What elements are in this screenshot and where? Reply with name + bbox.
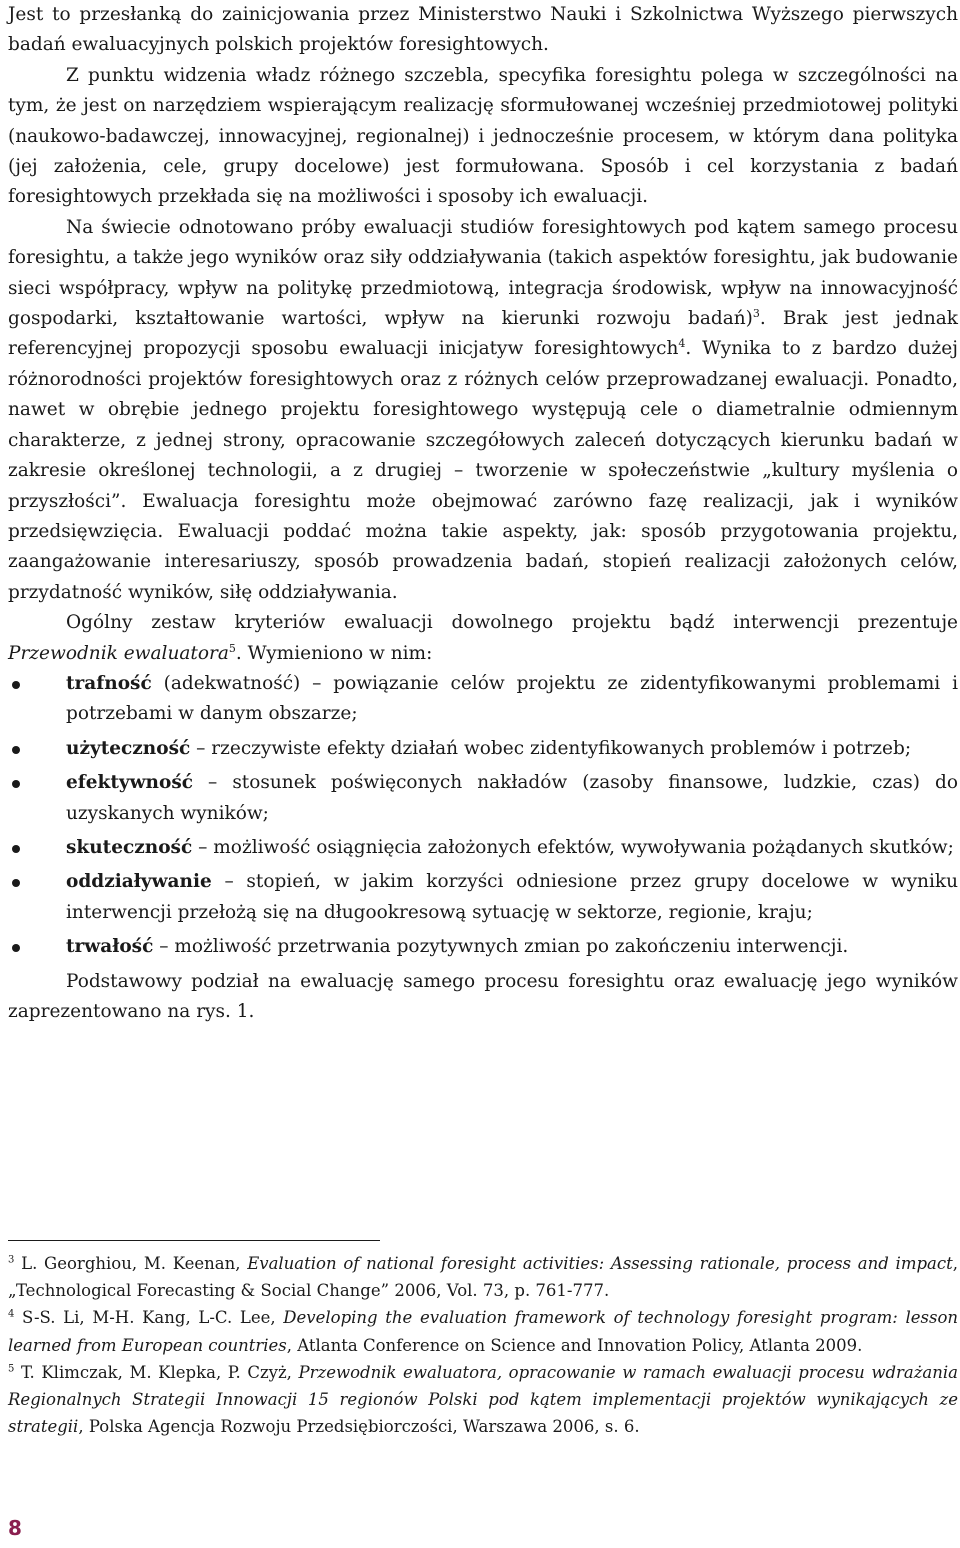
body-text [8,0,958,1027]
footnote-5: $^5$ T. Klimczak, M. Klepka, P. Czyż, Przewodnik ewaluatora, opracowanie w ramach ewaluacji procesu wdrażania Regionalnych Strategii Innowacji 15 regionów Polski pod kątem implementacji projektów wynikających ze strategii, Polska Agencja Rozwoju Przedsiębiorczości, Warszawa 2006, s. 6. [8,1362,959,1437]
bullet-icon [12,681,20,689]
footnote-4: $^4$ S-S. Li, M-H. Kang, L-C. Lee, Developing the evaluation framework of technology foresight program: lesson learned from European countries, Atlanta Conference on Science and Innovation Policy, Atlanta 2009. [8,1308,959,1355]
paragraph-2: Na świecie odnotowano próby ewaluacji studiów foresightowych pod kątem samego procesu foresightu, a także jego wyników oraz siły oddziaływania (takich aspektów foresightu, jak budowanie sieci współpracy, wpływ na politykę przedmiotową, integracja środowisk, wpływ na innowacyjność gospodarki, kształtowanie wartości, wpływ na kierunki rozwoju badań)$^3$. Brak jest jednak referencyjnej propozycji sposobu ewaluacji inicjatyw foresightowych$^4$. Wynika to z bardzo dużej różnorodności projektów foresightowych oraz z różnych celów przeprowadzanej ewaluacji. Ponadto, nawet w obrębie jednego projektu foresightowego występują cele o diametralnie odmiennym charakterze, z jednej strony, opracowanie szczegółowych zaleceń dotyczących kierunku badań w zakresie określonej technologii, a z drugiej – tworzenie w społeczeństwie „kultury myślenia o przyszłości”. Ewaluacja foresightu może obejmować zarówno fazę realizacji, jak i wyników przedsięwzięcia. Ewaluacji poddać można takie aspekty, jak: sposób przygotowania projektu, zaangażowanie interesariuszy, sposób prowadzenia badań, stopień realizacji założonych celów, przydatność wyników, siłę oddziaływania. [8,216,958,603]
bullet-icon [12,845,20,853]
footnote-ref-5[interactable]: 5 [228,641,236,655]
list-item: oddziaływanie – stopień, w jakim korzyści odniesione przez grupy docelowe w wyniku interwencji przełożą się na długookresową sytuację w sektorze, regionie, kraju; [8,867,958,928]
footnote-ref-3[interactable]: 3 [752,306,760,320]
bullet-icon [12,879,20,887]
footnote-ref-4[interactable]: 4 [678,337,686,351]
footnotes [8,1250,958,1440]
list-item: trwałość – możliwość przetrwania pozytywnych zmian po zakończeniu interwencji. [8,932,958,962]
list-item: trafność (adekwatność) – powiązanie celów projektu ze zidentyfikowanymi problemami i potrzebami w danym obszarze; [8,669,958,730]
criteria-list [8,669,958,963]
bullet-icon [12,944,20,952]
list-item: efektywność – stosunek poświęconych nakładów (zasoby finansowe, ludzkie, czas) do uzyskanych wyników; [8,768,958,829]
paragraph-3: Ogólny zestaw kryteriów ewaluacji dowolnego projektu bądź interwencji prezentuje Przewodnik ewaluatora$^5$. Wymieniono w nim: [8,612,958,664]
bullet-icon [12,780,20,788]
footnote-divider [8,1240,380,1241]
bullet-icon [12,746,20,754]
list-item: użyteczność – rzeczywiste efekty działań wobec zidentyfikowanych problemów i potrzeb; [8,734,958,764]
paragraph-0: Jest to przesłanką do zainicjowania przez Ministerstwo Nauki i Szkolnictwa Wyższego pierwszych badań ewaluacyjnych polskich projektów foresightowych. [8,4,958,56]
page-number: 8 [8,1516,22,1540]
list-item: skuteczność – możliwość osiągnięcia założonych efektów, wywoływania pożądanych skutków; [8,833,958,863]
footnote-3: $^3$ L. Georghiou, M. Keenan, Evaluation of national foresight activities: Assessing rationale, process and impact, „Technological Forecasting & Social Change” 2006, Vol. 73, p. 761-777. [8,1254,959,1301]
paragraph-1: Z punktu widzenia władz różnego szczebla, specyfika foresightu polega w szczególności na tym, że jest on narzędziem wspierającym realizację sformułowanej wcześniej przedmiotowej polityki (naukowo-badawczej, innowacyjnej, regionalnej) i jednocześnie procesem, w którym dana polityka (jej założenia, cele, grupy docelowe) jest formułowana. Sposób i cel korzystania z badań foresightowych przekłada się na możliwości i sposoby ich ewaluacji. [8,64,958,208]
paragraph-4: Podstawowy podział na ewaluację samego procesu foresightu oraz ewaluację jego wyników zaprezentowano na rys. 1. [8,970,958,1022]
guide-title: Przewodnik ewaluatora [8,642,229,664]
